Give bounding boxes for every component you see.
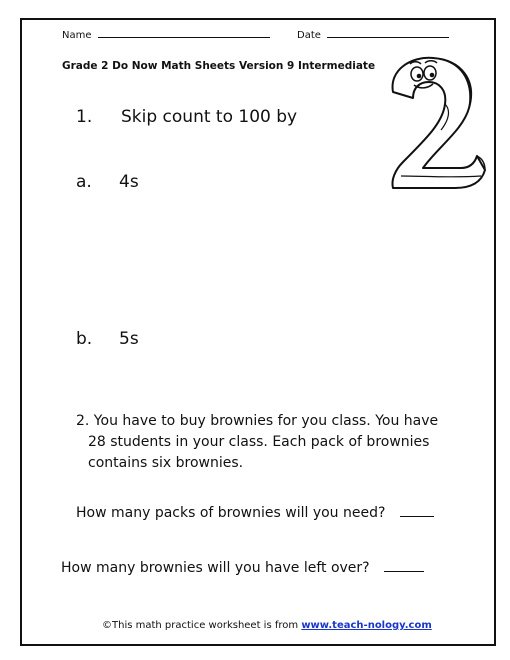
- q1-number: 1.: [76, 107, 93, 127]
- q2-packs-question: [76, 503, 434, 524]
- packs-answer-blank[interactable]: [400, 515, 434, 517]
- date-label: Date: [297, 30, 321, 41]
- packs-question-text: How many packs of brownies will you need?: [76, 505, 386, 521]
- date-field: [297, 30, 449, 41]
- leftover-question-text: How many brownies will you have left over?: [61, 560, 370, 576]
- footer-text: ©This math practice worksheet is from: [102, 620, 299, 631]
- footer: [102, 620, 432, 631]
- cartoon-number-two-icon: [381, 52, 491, 192]
- leftover-answer-blank[interactable]: [384, 570, 424, 572]
- worksheet-page: [20, 18, 496, 646]
- q2-line-2: 28 students in your class. Each pack of brownies: [88, 434, 430, 450]
- q1a-letter: a.: [76, 172, 92, 192]
- q1b-letter: b.: [76, 329, 93, 349]
- teach-nology-link[interactable]: www.teach-nology.com: [301, 620, 432, 631]
- q2-leftover-question: [61, 558, 424, 579]
- q1b-text: 5s: [119, 329, 139, 349]
- name-blank[interactable]: [98, 36, 270, 38]
- worksheet-title: Grade 2 Do Now Math Sheets Version 9 Intermediate: [62, 60, 376, 72]
- q1-prompt: Skip count to 100 by: [121, 107, 298, 127]
- name-field: [62, 30, 270, 41]
- date-blank[interactable]: [327, 36, 449, 38]
- q2-line-1: 2. You have to buy brownies for you class. You have: [76, 413, 439, 429]
- q2-line-3: contains six brownies.: [88, 455, 244, 471]
- q1a-text: 4s: [119, 172, 139, 192]
- name-label: Name: [62, 30, 92, 41]
